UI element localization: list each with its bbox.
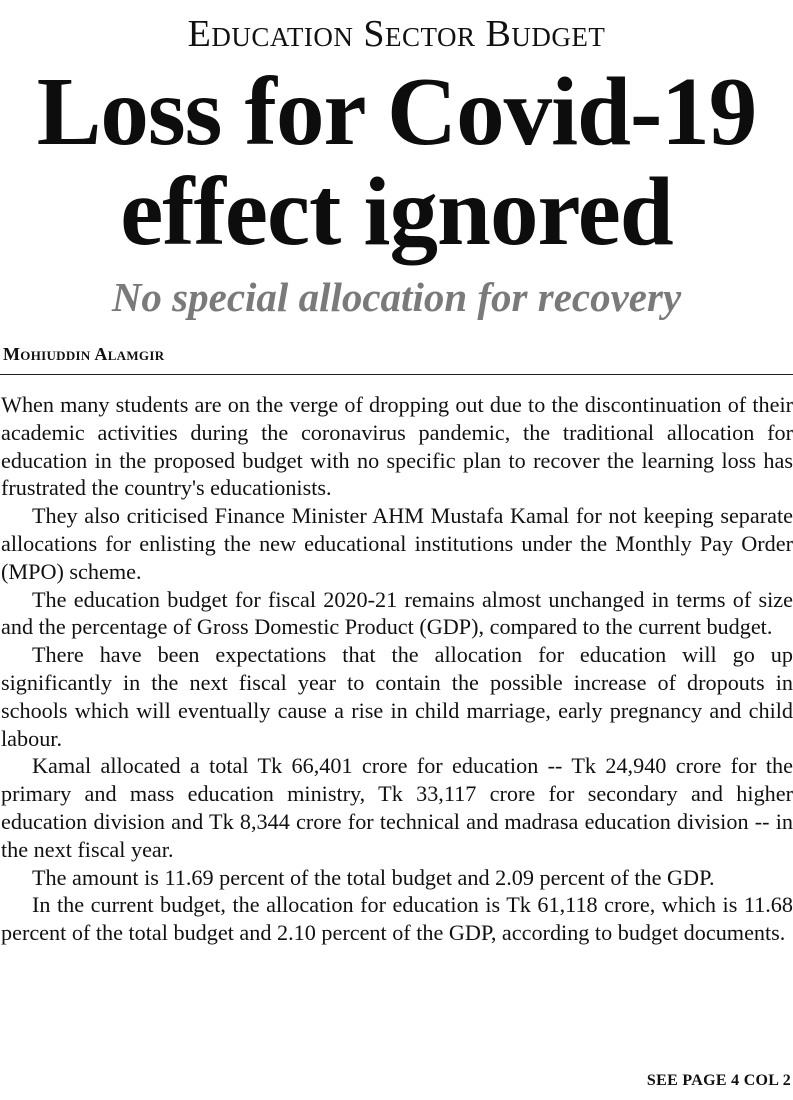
article-paragraph: Kamal allocated a total Tk 66,401 crore for education -- Tk 24,940 crore for the primary and mass education ministry, Tk 33,117 crore for secondary and higher education division and Tk 8,344 crore for technical and madrasa education division -- in the next fiscal year. xyxy=(1,753,793,862)
article-paragraph: They also criticised Finance Minister AHM Mustafa Kamal for not keeping separate allocations for enlisting the new educational institutions under the Monthly Pay Order (MPO) scheme. xyxy=(1,503,793,584)
article-paragraph: The education budget for fiscal 2020-21 remains almost unchanged in terms of size and the percentage of Gross Domestic Product (GDP), compared to the current budget. xyxy=(1,586,793,640)
article-paragraph: There have been expectations that the allocation for education will go up significantly in the next fiscal year to contain the possible increase of dropouts in schools which will eventually cause a rise in child marriage, early pregnancy and child labour. xyxy=(1,642,793,751)
article-paragraph: In the current budget, the allocation for education is Tk 61,118 crore, which is 11.68 percent of the total budget and 2.10 percent of the GDP, according to budget documents. xyxy=(1,892,793,946)
subheadline: No special allocation for recovery xyxy=(111,274,682,320)
headline-line-2: effect ignored xyxy=(120,158,673,265)
article-paragraph: When many students are on the verge of dropping out due to the discontinuation of their academic activities during the coronavirus pandemic, the traditional allocation for education in the proposed budget with no specific plan to recover the learning loss has frustrated the country's educationists. xyxy=(1,392,793,501)
headline-line-1: Loss for Covid-19 xyxy=(36,58,757,165)
byline-divider xyxy=(0,374,793,375)
jump-line-link[interactable]: SEE PAGE 4 COL 2 xyxy=(646,1072,791,1089)
article-paragraph: The amount is 11.69 percent of the total budget and 2.09 percent of the GDP. xyxy=(32,864,715,890)
byline: Mohiuddin Alamgir xyxy=(3,344,165,364)
section-kicker: Education Sector Budget xyxy=(187,13,606,55)
article-body xyxy=(1,391,793,947)
headline xyxy=(0,58,793,265)
